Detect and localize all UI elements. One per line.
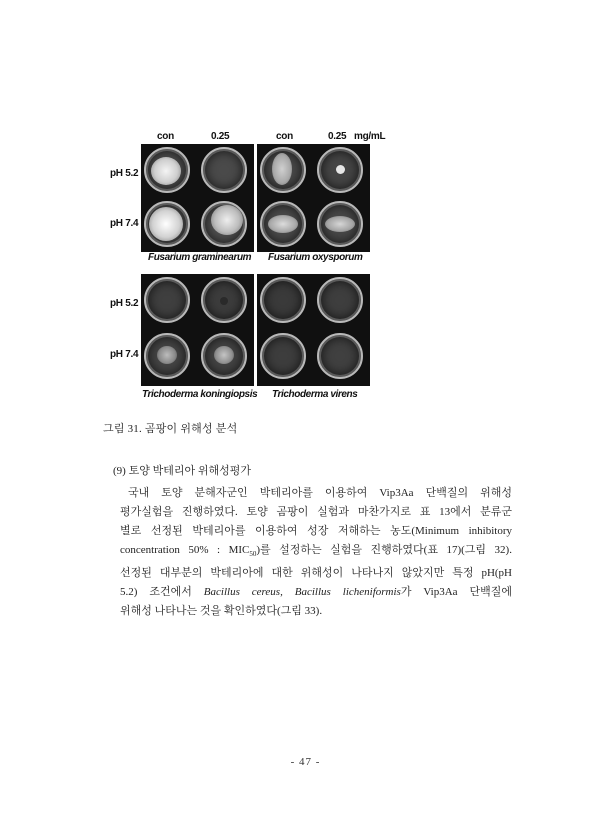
petri-dish <box>260 277 306 323</box>
petri-dish <box>201 147 247 193</box>
petri-dish <box>317 277 363 323</box>
petri-dish <box>144 333 190 379</box>
petri-dish <box>260 147 306 193</box>
paragraph-line: 선정된 대부분의 박테리아에 대한 위해성이 나타나지 않았지만 특정 pH(pH <box>120 567 512 580</box>
species-label-f-oxysporum: Fusarium oxysporum <box>268 252 363 263</box>
species-label-f-graminearum: Fusarium graminearum <box>148 252 252 263</box>
paragraph-line <box>120 541 512 564</box>
paragraph-line <box>120 583 512 602</box>
petri-dish <box>317 147 363 193</box>
petri-dish <box>317 333 363 379</box>
col-label-con-1: con <box>157 131 174 142</box>
row-label-2: pH 7.4 <box>110 218 139 229</box>
plate-block-f-oxysporum <box>257 144 370 252</box>
plate-block-t-virens <box>257 274 370 386</box>
mic-subscript: 50 <box>249 550 257 559</box>
petri-dish <box>144 147 190 193</box>
petri-dish <box>201 277 247 323</box>
petri-dish <box>201 333 247 379</box>
petri-dish <box>317 201 363 247</box>
col-label-con-2: con <box>276 131 293 142</box>
petri-dish <box>260 333 306 379</box>
row-label-3: pH 5.2 <box>110 298 139 309</box>
paragraph-line: 위해성 나타나는 것을 확인하였다(그림 33). <box>120 605 323 618</box>
petri-dish <box>260 201 306 247</box>
figure-caption: 그림 31. 곰팡이 위해성 분석 <box>103 423 238 435</box>
petri-dish <box>144 201 190 247</box>
section-heading: (9) 토양 박테리아 위해성평가 <box>113 465 251 477</box>
mic-tail: )를 설정하는 실험을 진행하였다(표 17)(그림 32). <box>256 544 512 556</box>
col-label-025-1: 0.25 <box>211 131 230 142</box>
species-label-t-koningiopsis: Trichoderma koningiopsis <box>142 389 258 400</box>
petri-dish <box>144 277 190 323</box>
mic-text: concentration 50% : MIC <box>120 544 250 556</box>
body-paragraph <box>120 484 512 621</box>
col-label-025-2: 0.25 <box>328 131 347 142</box>
paragraph-line: 국내 토양 분해자군인 박테리아를 이용하여 Vip3Aa 단백질의 위해성 <box>128 487 512 499</box>
bacteria-species: Bacillus cereus, Bacillus licheniformis <box>203 586 401 599</box>
page-number: - 47 - <box>290 756 321 768</box>
condition-text: 5.2) 조건에서 <box>120 586 204 599</box>
paragraph-line: 평가실험을 진행하였다. 토양 곰팡이 실험과 마찬가지로 표 13에서 분류군 <box>120 506 512 518</box>
petri-dish <box>201 201 247 247</box>
species-label-t-virens: Trichoderma virens <box>272 389 358 400</box>
unit-label: mg/mL <box>354 131 386 142</box>
row-label-4: pH 7.4 <box>110 349 139 360</box>
plate-block-t-koningiopsis <box>141 274 254 386</box>
row-label-1: pH 5.2 <box>110 168 139 179</box>
plate-block-f-graminearum <box>141 144 254 252</box>
paragraph-line: 별로 선정된 박테리아를 이용하여 성장 저해하는 농도(Minimum inhibitory <box>120 525 512 537</box>
species-tail: 가 Vip3Aa 단백질에 <box>400 586 513 599</box>
